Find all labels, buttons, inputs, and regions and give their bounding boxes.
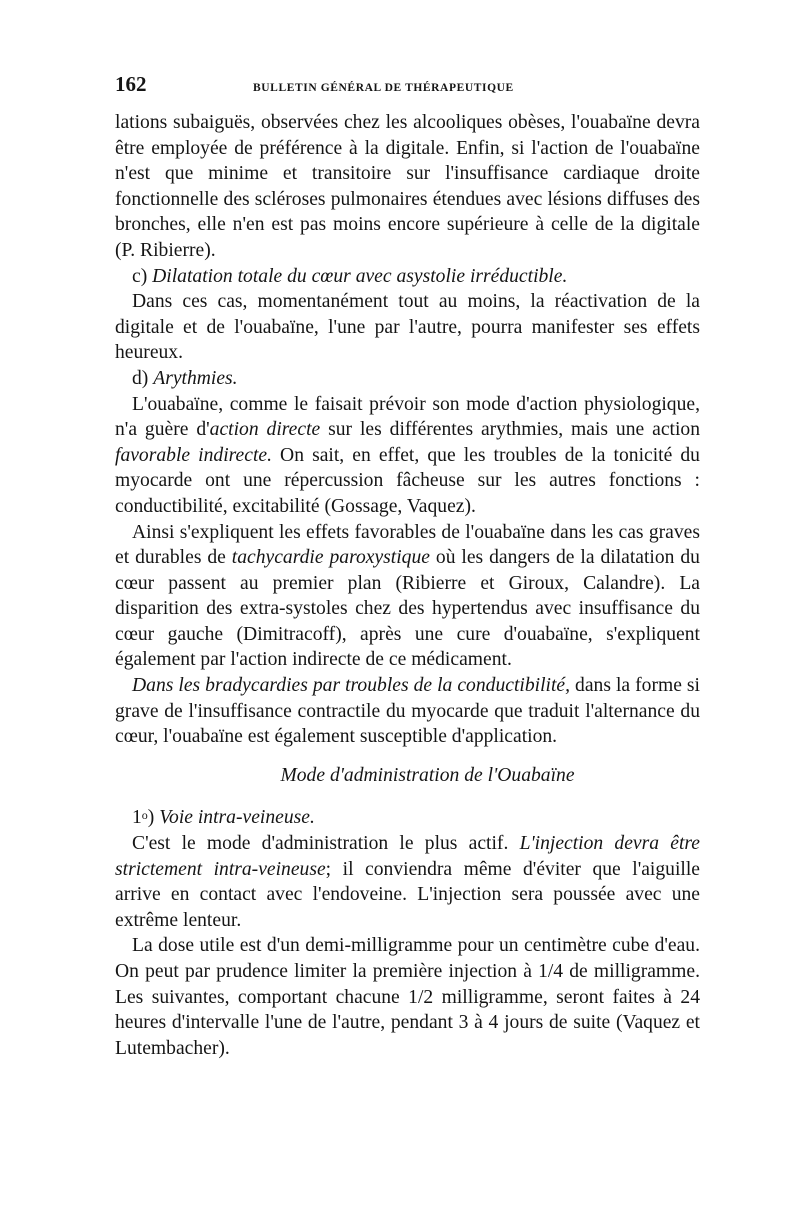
text-run: On sait, en effet, que les troubles de la tonicité du myocarde ont une répercussion fâcheuse sur les autres fonctions : conductibilité, excitabilité (Gossage, Vaquez). [115, 444, 700, 517]
paragraph-tachycardie [115, 520, 700, 674]
ordinal-superscript: o [141, 808, 148, 823]
italic-run: Dans les bradycardies par troubles de la conductibilité, [132, 675, 571, 697]
text-run: C'est le mode d'administration le plus actif. [132, 833, 520, 855]
section-title: Mode d'administration de l'Ouabaïne [280, 764, 575, 786]
body-text [115, 110, 700, 1061]
italic-run: action directe [209, 419, 321, 441]
paragraph-mode [115, 831, 700, 933]
paragraph-bradycardies [115, 673, 700, 750]
document-page [115, 72, 700, 1061]
subheading-voie-intraveineuse [115, 803, 700, 831]
list-paren: ) [147, 807, 155, 829]
italic-run: tachycardie paroxystique [231, 547, 430, 569]
subheading-d-title: Arythmies. [153, 367, 238, 389]
italic-run: favorable indirecte. [115, 444, 272, 466]
subheading-d [115, 366, 700, 392]
paragraph-dose: La dose utile est d'un demi-milligramme pour un centimètre cube d'eau. On peut par prudence limiter la première injection à 1/4 de milligramme. Les suivantes, comportant chacune 1/2 milligramme, seront faites à 24 heures d'intervalle l'une de l'autre, pendant 3 à 4 jours de suite (Vaquez et Lutembacher). [115, 935, 700, 1059]
subheading-c-label: c) [132, 265, 148, 287]
list-number: 1 [132, 807, 142, 829]
text-run: Ainsi s'expliquent les effets favorables de l'ouabaïne dans les cas graves et durables de [115, 521, 700, 569]
text-run: sur les différentes arythmies, mais une action [320, 419, 700, 441]
subheading-d-label: d) [132, 367, 149, 389]
text-run: dans la forme si grave de l'insuffisance contractile du myocarde que traduit l'alternance du cœur, l'ouabaïne est également susceptible d'application. [115, 675, 700, 748]
italic-run: L'injection devra être strictement intra-veineuse [115, 833, 700, 880]
paragraph-arythmies [115, 392, 700, 520]
text-run: ; il conviendra même d'éviter que l'aiguille arrive en contact avec l'endoveine. L'injection sera poussée avec une extrême lenteur. [115, 858, 700, 931]
page-number: 162 [115, 72, 147, 96]
running-head: BULLETIN GÉNÉRAL DE THÉRAPEUTIQUE [253, 82, 514, 94]
subheading-title: Voie intra-veineuse. [159, 807, 315, 829]
text-run: où les dangers de la dilatation du cœur passent au premier plan (Ribierre et Giroux, Calandre). La disparition des extra-systoles chez des hypertendus avec insuffisance du cœur gauche (Dimitracoff), après une cure d'ouabaïne, s'expliquent également par l'action indirecte de ce médicament. [115, 547, 700, 671]
text-run: L'ouabaïne, comme le faisait prévoir son mode d'action physiologique, n'a guère d' [115, 393, 700, 441]
subheading-c-title: Dilatation totale du cœur avec asystolie irréductible. [152, 265, 568, 287]
subheading-c [115, 264, 700, 290]
paragraph-continuation: lations subaiguës, observées chez les alcooliques obèses, l'ouabaïne devra être employée de préférence à la digitale. Enfin, si l'action de l'ouabaïne n'est que minime et transitoire sur l'insuffisance cardiaque droite fonctionnelle des scléroses pulmonaires étendues avec lésions diffuses des bronches, elle n'en est pas moins encore supérieure à celle de la digitale (P. Ribierre). [115, 112, 700, 261]
page-header [115, 72, 700, 102]
paragraph-dilatation: Dans ces cas, momentanément tout au moins, la réactivation de la digitale et de l'ouabaïne, l'une par l'autre, pourra manifester ses effets heureux. [115, 291, 700, 364]
